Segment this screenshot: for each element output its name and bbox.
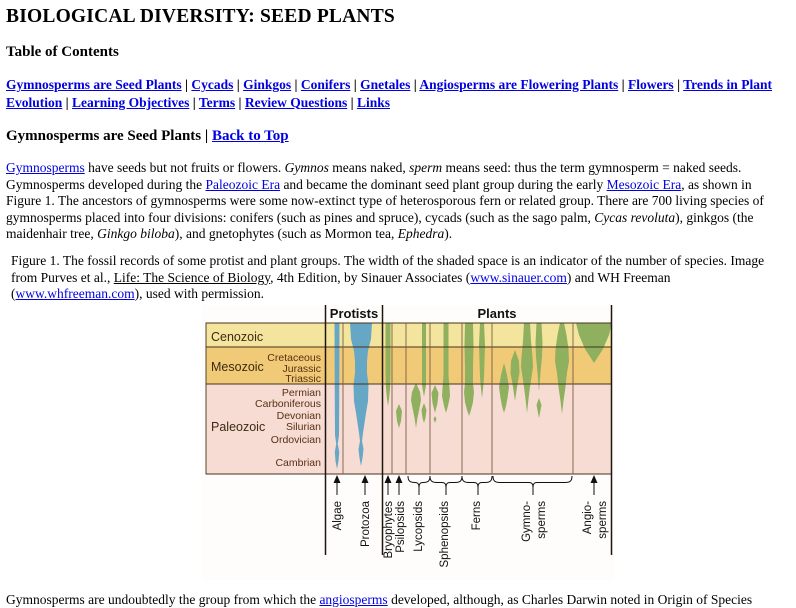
fossil-record-chart <box>202 305 614 580</box>
separator: | <box>410 77 420 92</box>
text-run: means naked, <box>328 160 410 175</box>
paleozoic-era-link[interactable]: Paleozoic Era <box>205 176 281 192</box>
italic-run: Cycas revoluta <box>594 209 676 225</box>
text-run: Figure 1. The fossil records of some protist and plant groups. The width of the shaded space is an indicator of the number of species. Image from Purves et al., <box>11 252 765 285</box>
group-label-lycopsids: Lycopsids <box>413 500 425 552</box>
text-run: ), and gnetophytes (such as Mormon tea, <box>174 226 398 242</box>
toc-link-3[interactable]: Conifers <box>300 77 351 92</box>
separator: | <box>235 94 245 110</box>
italic-run: Ephedra <box>397 226 445 242</box>
group-label-gymnosperms: Gymno- <box>521 500 533 542</box>
toc-link-9[interactable]: Terms <box>198 94 236 110</box>
text-run: ), used with permission. <box>134 286 264 302</box>
period-label: Cambrian <box>275 456 321 469</box>
section-heading <box>6 128 790 145</box>
era-label: Paleozoic <box>211 419 266 434</box>
sinauer-link[interactable]: www.sinauer.com <box>470 269 567 285</box>
period-label: Cretaceous <box>267 351 321 364</box>
period-label: Permian <box>281 386 321 399</box>
group-label-psilopsids: Psilopsids <box>395 500 407 553</box>
separator: | <box>291 77 301 92</box>
italic-run: sperm <box>409 160 443 175</box>
era-label: Cenozoic <box>211 329 264 344</box>
toc-link-11[interactable]: Links <box>356 94 390 110</box>
toc-link-4[interactable]: Gnetales <box>360 77 411 92</box>
group-label-bryophytes: Bryophytes <box>383 500 395 559</box>
whfreeman-link[interactable]: www.whfreeman.com <box>15 286 135 302</box>
period-label: Devonian <box>276 409 321 422</box>
figure-caption <box>11 253 790 303</box>
group-label-protozoa: Protozoa <box>360 500 372 547</box>
group-label-gymnosperms: sperms <box>536 500 548 539</box>
toc-link-5[interactable]: Angiosperms are Flowering Plants <box>419 77 619 92</box>
separator: | <box>233 77 244 92</box>
text-run: ), ginkgos (the maidenhair tree, <box>6 209 754 242</box>
group-label-ferns: Ferns <box>471 500 483 531</box>
up-arrow-icon <box>591 475 598 483</box>
toc-link-7[interactable]: Trends in Plant Evolution <box>6 77 772 110</box>
brace-icon <box>408 476 430 495</box>
text-run: developed, although, as Charles Darwin noted in Origin of Species <box>387 591 753 607</box>
separator: | <box>201 128 212 144</box>
text-run: and became the dominant seed plant group during the early <box>280 176 607 192</box>
page-title: BIOLOGICAL DIVERSITY: SEED PLANTS <box>6 6 395 27</box>
brace-icon <box>493 476 572 495</box>
text-run: have seeds but not fruits or flowers. <box>84 160 285 175</box>
mesozoic-era-link[interactable]: Mesozoic Era <box>606 176 682 192</box>
separator: | <box>62 94 73 110</box>
figure-1-fossil-record-image <box>202 305 614 580</box>
separator: | <box>673 77 684 92</box>
text-run: ) and WH Freeman ( <box>11 269 671 302</box>
header-plants: Plants <box>477 305 517 321</box>
toc-link-8[interactable]: Learning Objectives <box>72 94 190 110</box>
toc-link-6[interactable]: Flowers <box>627 77 674 92</box>
brace-icon <box>462 476 492 495</box>
up-arrow-icon <box>362 475 369 483</box>
text-run: , 4th Edition, by Sinauer Associates ( <box>270 269 471 285</box>
group-label-algae: Algae <box>332 500 344 531</box>
italic-run: Gymnos <box>284 160 329 175</box>
underline-run: Life: The Science of Biology <box>113 269 271 285</box>
toc-link-0[interactable]: Gymnosperms are Seed Plants <box>6 77 182 92</box>
spindle-ferns <box>464 323 474 416</box>
period-label: Silurian <box>285 420 321 433</box>
brace-icon <box>430 476 462 495</box>
toc-links <box>6 76 790 111</box>
text-run: ). <box>444 226 453 242</box>
toc-heading: Table of Contents <box>6 44 119 60</box>
intro-paragraph <box>6 160 790 243</box>
separator: | <box>189 94 199 110</box>
spindle-lycopsids <box>422 323 426 397</box>
header-protists: Protists <box>329 305 379 321</box>
angiosperms-link[interactable]: angiosperms <box>319 591 388 607</box>
text-run: Gymnosperms are undoubtedly the group from which the <box>6 591 320 607</box>
era-label: Mesozoic <box>211 359 264 374</box>
separator: | <box>350 77 361 92</box>
period-label: Jurassic <box>282 362 321 375</box>
toc-link-2[interactable]: Ginkgos <box>243 77 292 92</box>
toc-link-10[interactable]: Review Questions <box>244 94 348 110</box>
period-label: Ordovician <box>270 433 321 446</box>
separator: | <box>181 77 192 92</box>
up-arrow-icon <box>334 475 341 483</box>
era-band-cenozoic <box>206 323 612 347</box>
up-arrow-icon <box>385 475 392 483</box>
group-label-angiosperms: sperms <box>597 500 609 539</box>
gymnosperms-link[interactable]: Gymnosperms <box>6 160 85 175</box>
section-heading-text: Gymnosperms are Seed Plants <box>6 128 202 144</box>
group-label-sphenopsids: Sphenopsids <box>439 500 451 568</box>
period-label: Carboniferous <box>255 397 321 410</box>
italic-run: Ginkgo biloba <box>97 226 175 242</box>
group-label-angiosperms: Angio- <box>582 500 594 534</box>
toc-link-1[interactable]: Cycads <box>191 77 234 92</box>
period-label: Triassic <box>285 372 321 385</box>
separator: | <box>347 94 357 110</box>
text-run: means seed: thus the term gymnosperm = naked seeds. Gymnosperms developed during the <box>6 160 742 192</box>
text-run: , as shown in Figure 1. The ancestors of gymnosperms were some now-extinct type of heterosporous fern or related group. There are 700 living species of gymnosperms placed into four divisions: conifers (such as pines and spruce), cycads (such as the sago palm, <box>6 176 764 225</box>
separator: | <box>618 77 628 92</box>
back-to-top-link[interactable]: Back to Top <box>211 128 289 144</box>
up-arrow-icon <box>396 475 403 483</box>
